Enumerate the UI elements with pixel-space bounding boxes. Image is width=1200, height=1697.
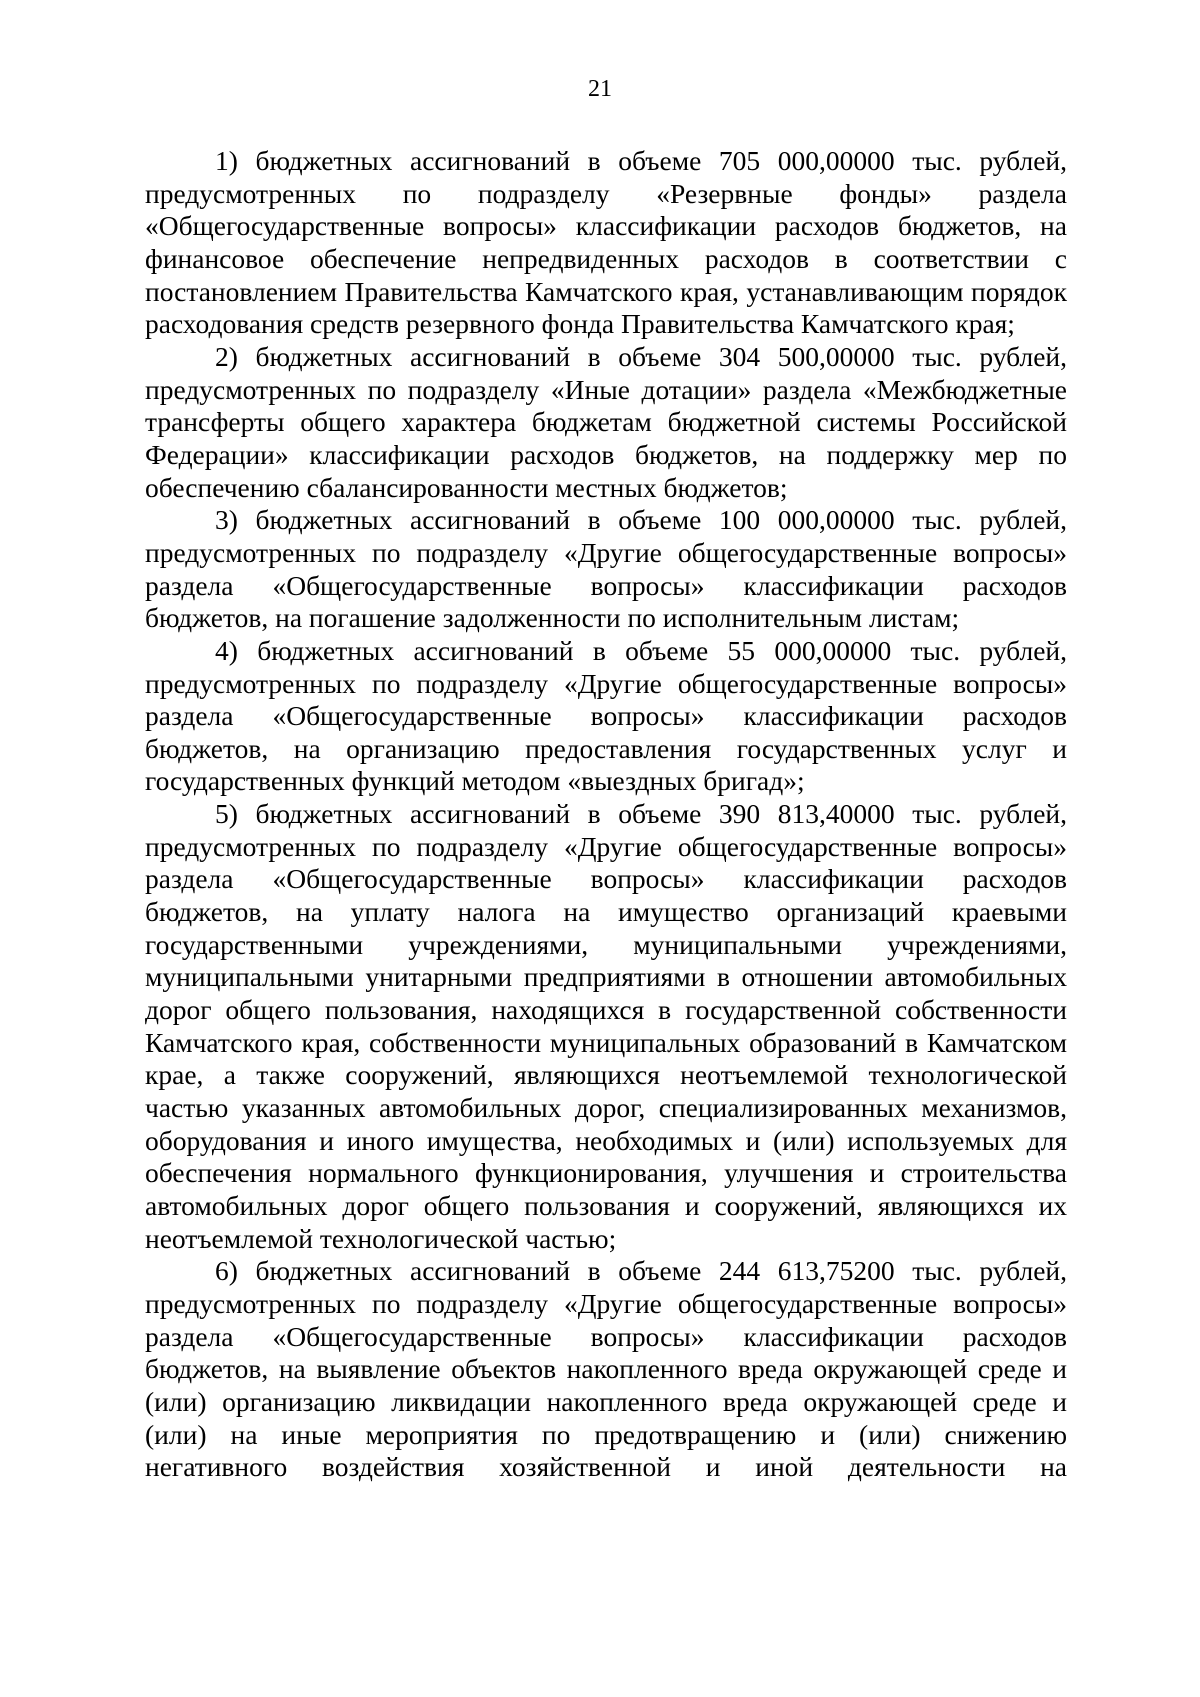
document-body — [145, 145, 1067, 1484]
paragraph-5: 5) бюджетных ассигнований в объеме 390 813,40000 тыс. рублей, предусмотренных по подразделу «Другие общегосударственные вопросы» раздела «Общегосударственные вопросы» классификации расходов бюджетов, на уплату налога на имущество организаций краевыми государственными учреждениями, муниципальными учреждениями, муниципальными унитарными предприятиями в отношении автомобильных дорог общего пользования, находящихся в государственной собственности Камчатского края, собственности муниципальных образований в Камчатском крае, а также сооружений, являющихся неотъемлемой технологической частью указанных автомобильных дорог, специализированных механизмов, оборудования и иного имущества, необходимых и (или) используемых для обеспечения нормального функционирования, улучшения и строительства автомобильных дорог общего пользования и сооружений, являющихся их неотъемлемой технологической частью; — [145, 798, 1067, 1254]
paragraph-3: 3) бюджетных ассигнований в объеме 100 000,00000 тыс. рублей, предусмотренных по подразделу «Другие общегосударственные вопросы» раздела «Общегосударственные вопросы» классификации расходов бюджетов, на погашение задолженности по исполнительным листам; — [145, 504, 1067, 634]
paragraph-4: 4) бюджетных ассигнований в объеме 55 000,00000 тыс. рублей, предусмотренных по подразделу «Другие общегосударственные вопросы» раздела «Общегосударственные вопросы» классификации расходов бюджетов, на организацию предоставления государственных услуг и государственных функций методом «выездных бригад»; — [145, 634, 1067, 797]
paragraph-1: 1) бюджетных ассигнований в объеме 705 000,00000 тыс. рублей, предусмотренных по подразделу «Резервные фонды» раздела «Общегосударственные вопросы» классификации расходов бюджетов, на финансовое обеспечение непредвиденных расходов в соответствии с постановлением Правительства Камчатского края, устанавливающим порядок расходования средств резервного фонда Правительства Камчатского края; — [145, 145, 1067, 340]
paragraph-6: 6) бюджетных ассигнований в объеме 244 613,75200 тыс. рублей, предусмотренных по подразделу «Другие общегосударственные вопросы» раздела «Общегосударственные вопросы» классификации расходов бюджетов, на выявление объектов накопленного вреда окружающей среде и (или) организацию ликвидации накопленного вреда окружающей среде и (или) на иные мероприятия по предотвращению и (или) снижению негативного воздействия хозяйственной и иной деятельности на — [145, 1255, 1067, 1483]
paragraph-2: 2) бюджетных ассигнований в объеме 304 500,00000 тыс. рублей, предусмотренных по подразделу «Иные дотации» раздела «Межбюджетные трансферты общего характера бюджетам бюджетной системы Российской Федерации» классификации расходов бюджетов, на поддержку мер по обеспечению сбалансированности местных бюджетов; — [145, 340, 1067, 503]
page-number: 21 — [588, 76, 612, 102]
